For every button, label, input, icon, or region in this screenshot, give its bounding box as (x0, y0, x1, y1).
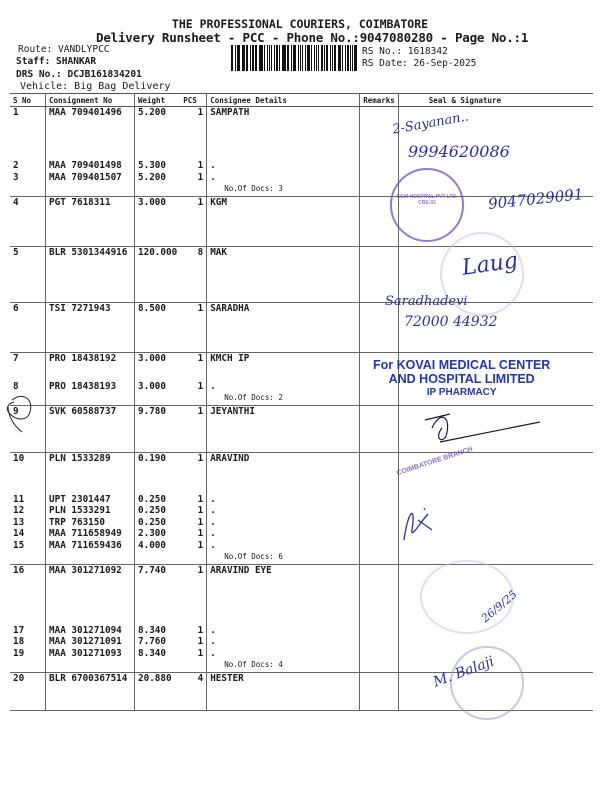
barcode-bar (350, 45, 351, 71)
barcode-bar (300, 45, 301, 71)
barcode-bar (330, 45, 331, 71)
kgm-stamp-text: KGM HOSPITAL PVT LTD. CBE-02 (396, 194, 458, 206)
cell-consignee (207, 453, 360, 565)
cell-consignee (207, 673, 360, 711)
kgm-stamp (390, 168, 464, 242)
barcode-bar (247, 45, 248, 71)
barcode-bar (307, 45, 310, 71)
rs-date: RS Date: 26-Sep-2025 (362, 58, 477, 69)
cell-pcs (180, 353, 207, 406)
cell-remarks (360, 107, 399, 197)
barcode-bar (260, 45, 263, 71)
col-seal-signature: Seal & Signature (398, 94, 593, 107)
signature-row4-phone: 9047029091 (487, 185, 585, 213)
row-sno: 19 (13, 647, 25, 659)
row-pcs: 1 (197, 353, 204, 364)
row-consignment: MAA 301271091 (49, 636, 122, 647)
cell-weight (135, 453, 181, 565)
cell-consignment (46, 453, 135, 565)
cell-consignee (207, 107, 360, 197)
row-consignment: PLN 1533289 (49, 453, 111, 464)
row-consignee: SARADHA (210, 303, 250, 314)
barcode-bar (298, 45, 299, 71)
row-weight: 0.190 (138, 453, 166, 464)
row-consignee: . (210, 516, 216, 528)
docs-count: No.Of Docs: 6 (224, 552, 283, 561)
barcode-bar (305, 45, 307, 71)
row-consignee: SAMPATH (210, 107, 250, 118)
row-consignee: . (210, 636, 216, 647)
barcode-bar (274, 45, 275, 71)
row-pcs: 1 (197, 406, 204, 417)
row-consignment: MAA 711658949 (49, 528, 122, 539)
cell-weight (135, 353, 181, 406)
staff: Staff: SHANKAR (16, 56, 97, 67)
barcode-bar (314, 45, 316, 71)
barcode-bar (324, 45, 325, 71)
barcode-bar (354, 45, 357, 71)
row-pcs: 1 (197, 647, 204, 659)
row-sno: 6 (13, 303, 19, 314)
cell-consignee (207, 197, 360, 247)
vehicle: Vehicle: Big Bag Delivery (20, 81, 171, 92)
cell-weight (135, 197, 181, 247)
cell-weight (135, 565, 181, 673)
cell-consignee (207, 303, 360, 353)
runsheet-table (10, 93, 593, 711)
row-weight: 5.200 (138, 171, 166, 183)
table-row-group (10, 453, 593, 565)
signature-row9 (420, 408, 550, 448)
cell-weight (135, 406, 181, 453)
row-pcs: 1 (197, 539, 204, 551)
row-pcs: 1 (197, 453, 204, 464)
cell-weight (135, 247, 181, 303)
cell-sno (10, 247, 46, 303)
row-weight: 3.000 (138, 380, 166, 392)
row-consignment: BLR 5301344916 (49, 247, 128, 258)
row-weight: 5.200 (138, 107, 166, 118)
cell-consignee (207, 565, 360, 673)
cell-consignment (46, 406, 135, 453)
row-pcs: 1 (197, 493, 204, 505)
row-consignment: PRO 18438192 (49, 353, 117, 364)
barcode-bar (338, 45, 339, 71)
row-consignment: TRP 763150 (49, 516, 105, 528)
signature-row10 (398, 500, 448, 544)
row-weight: 8.340 (138, 647, 166, 659)
row-consignee: JEYANTHI (210, 406, 255, 417)
barcode-bar (291, 45, 292, 71)
row-sno: 4 (13, 197, 19, 208)
docs-count: No.Of Docs: 3 (224, 184, 283, 193)
barcode-bar (283, 45, 286, 71)
col-consignment: Consignment No (46, 94, 135, 107)
row-sno: 11 (13, 493, 25, 505)
row-consignee: MAK (210, 247, 227, 258)
row-pcs: 1 (197, 197, 204, 208)
cell-remarks (360, 565, 399, 673)
row-weight: 8.500 (138, 303, 166, 314)
signature-row16-date: 26/9/25 (478, 587, 520, 626)
barcode-bar (242, 45, 245, 71)
kovai-stamp-line3: IP PHARMACY (426, 387, 497, 398)
row-weight: 0.250 (138, 505, 166, 516)
row-pcs: 1 (197, 528, 204, 539)
barcode-bar (347, 45, 349, 71)
row-pcs: 1 (197, 303, 204, 314)
col-pcs: PCS (180, 94, 207, 107)
col-consignee: Consignee Details (207, 94, 360, 107)
cell-consignee (207, 353, 360, 406)
row-consignee: KGM (210, 197, 227, 208)
row-weight: 9.780 (138, 406, 166, 417)
row-consignee: . (210, 493, 216, 505)
circle-mark-icon (2, 394, 36, 436)
row-consignee: . (210, 171, 216, 183)
cell-sno (10, 565, 46, 673)
row-sno: 1 (13, 107, 19, 118)
cell-weight (135, 673, 181, 711)
row-consignee: . (210, 528, 216, 539)
cell-weight (135, 107, 181, 197)
row-consignment: PGT 7618311 (49, 197, 111, 208)
row-sno: 5 (13, 247, 19, 258)
barcode-bar (246, 45, 247, 71)
docs-count: No.Of Docs: 4 (224, 660, 283, 669)
runsheet-subtitle: Delivery Runsheet - PCC - Phone No.:9047080280 - Page No.:1 (96, 30, 529, 45)
row-sno: 8 (13, 380, 19, 392)
kovai-stamp (373, 358, 551, 398)
row-pcs: 1 (197, 171, 204, 183)
signature-row20: M. Balaji (431, 653, 497, 691)
barcode-bar (264, 45, 265, 71)
row-pcs: 1 (197, 624, 204, 636)
row-consignment: TSI 7271943 (49, 303, 111, 314)
barcode-bar (326, 45, 329, 71)
table-header (10, 94, 593, 107)
drs-no: DRS No.: DCJB161834201 (16, 69, 142, 80)
cell-weight (135, 303, 181, 353)
barcode-bar (231, 45, 233, 71)
barcode-bar (321, 45, 323, 71)
row-pcs: 1 (197, 160, 204, 171)
barcode-bar (318, 45, 319, 71)
cell-consignee (207, 406, 360, 453)
row-consignee: . (210, 505, 216, 516)
barcode-bar (269, 45, 271, 71)
col-weight: Weight (135, 94, 181, 107)
kovai-stamp-line2: AND HOSPITAL LIMITED (388, 372, 535, 386)
row-consignment: PRO 18438193 (49, 380, 117, 392)
barcode-bar (255, 45, 257, 71)
row-sno: 16 (13, 565, 25, 576)
cell-pcs (180, 303, 207, 353)
cell-remarks (360, 453, 399, 565)
barcode-bar (311, 45, 312, 71)
barcode-bar (339, 45, 341, 71)
route: Route: VANDLYPCC (18, 44, 110, 55)
signature-row1-phone: 9994620086 (408, 142, 510, 161)
row-weight: 0.250 (138, 516, 166, 528)
row-consignment: MAA 301271092 (49, 565, 122, 576)
row-sno: 2 (13, 160, 19, 171)
row-weight: 0.250 (138, 493, 166, 505)
barcode-bar (235, 45, 236, 71)
row-consignment: MAA 709401498 (49, 160, 122, 171)
barcode-bar (252, 45, 254, 71)
signature-row6-name: Saradhadevi (385, 294, 468, 309)
row-consignee: HESTER (210, 673, 244, 684)
barcode-bar (302, 45, 303, 71)
row-consignment: MAA 709401496 (49, 107, 122, 118)
row-consignee: . (210, 647, 216, 659)
barcode-bar (342, 45, 343, 71)
cell-pcs (180, 197, 207, 247)
row-consignment: UPT 2301447 (49, 493, 111, 505)
signature-row5: Laug (460, 248, 520, 281)
barcode-bar (294, 45, 296, 71)
row-sno: 14 (13, 528, 25, 539)
row-sno: 20 (13, 673, 25, 684)
row-weight: 5.300 (138, 160, 166, 171)
row-consignee: . (210, 624, 216, 636)
row-consignment: SVK 60588737 (49, 406, 117, 417)
cell-pcs (180, 406, 207, 453)
kovai-stamp-line1: For KOVAI MEDICAL CENTER (373, 358, 551, 372)
cell-pcs (180, 565, 207, 673)
table-row-group (10, 303, 593, 353)
cell-sno (10, 197, 46, 247)
row-sno: 10 (13, 453, 25, 464)
barcode-bar (279, 45, 280, 71)
col-sno: S No (10, 94, 46, 107)
row-pcs: 1 (197, 636, 204, 647)
cell-pcs (180, 107, 207, 197)
row-consignment: MAA 711659436 (49, 539, 122, 551)
cell-pcs (180, 673, 207, 711)
barcode-bar (332, 45, 333, 71)
row-pcs: 8 (197, 247, 204, 258)
cell-sno (10, 303, 46, 353)
cell-sno (10, 453, 46, 565)
row-weight: 3.000 (138, 197, 166, 208)
aravind-stamp: COIMBATORE BRANCH (395, 445, 474, 478)
row-weight: 3.000 (138, 353, 166, 364)
barcode-bar (282, 45, 283, 71)
row-sno: 7 (13, 353, 19, 364)
row-consignment: PLN 1533291 (49, 505, 111, 516)
barcode-bar (271, 45, 272, 71)
row-consignment: MAA 301271094 (49, 624, 122, 636)
row-consignee: ARAVIND EYE (210, 565, 272, 576)
row-sno: 13 (13, 516, 25, 528)
row-pcs: 1 (197, 516, 204, 528)
barcode-bar (238, 45, 240, 71)
cell-consignment (46, 353, 135, 406)
barcode-bar (259, 45, 260, 71)
row-weight: 20.880 (138, 673, 172, 684)
row-sno: 17 (13, 624, 25, 636)
row-weight: 7.760 (138, 636, 166, 647)
barcode-bar (267, 45, 268, 71)
row-weight: 120.000 (138, 247, 178, 258)
row-sno: 3 (13, 171, 19, 183)
cell-consignment (46, 673, 135, 711)
row-weight: 7.740 (138, 565, 166, 576)
company-title: THE PROFESSIONAL COURIERS, COIMBATORE (171, 17, 429, 31)
row-consignee: . (210, 380, 216, 392)
signature-row6-phone: 72000 44932 (404, 314, 498, 330)
cell-remarks (360, 673, 399, 711)
row-pcs: 1 (197, 505, 204, 516)
row-pcs: 4 (197, 673, 204, 684)
barcode-bar (352, 45, 353, 71)
cell-consignment (46, 247, 135, 303)
row-consignee: . (210, 160, 216, 171)
row-consignee: KMCH IP (210, 353, 250, 364)
docs-count: No.Of Docs: 2 (224, 393, 283, 402)
row-consignment: MAA 709401507 (49, 171, 122, 183)
cell-sno (10, 107, 46, 197)
cell-consignee (207, 247, 360, 303)
barcode-bar (250, 45, 251, 71)
row-consignee: . (210, 539, 216, 551)
barcode (231, 45, 358, 71)
row-weight: 2.300 (138, 528, 166, 539)
cell-consignment (46, 107, 135, 197)
barcode-bar (334, 45, 336, 71)
row-pcs: 1 (197, 565, 204, 576)
cell-remarks (360, 406, 399, 453)
row-weight: 4.000 (138, 539, 166, 551)
row-sno: 9 (13, 406, 19, 417)
col-remarks: Remarks (360, 94, 399, 107)
row-pcs: 1 (197, 107, 204, 118)
cell-consignment (46, 197, 135, 247)
row-consignment: BLR 6700367514 (49, 673, 128, 684)
barcode-bar (237, 45, 238, 71)
rs-no: RS No.: 1618342 (362, 46, 448, 57)
row-pcs: 1 (197, 380, 204, 392)
barcode-bar (276, 45, 278, 71)
row-consignment: MAA 301271093 (49, 647, 122, 659)
signature-row1-name: 2-Sayanan.. (391, 109, 470, 138)
row-weight: 8.340 (138, 624, 166, 636)
row-sno: 12 (13, 505, 25, 516)
cell-consignment (46, 303, 135, 353)
cell-pcs (180, 453, 207, 565)
cell-sno (10, 673, 46, 711)
barcode-bar (316, 45, 317, 71)
row-consignee: ARAVIND (210, 453, 250, 464)
row-sno: 18 (13, 636, 25, 647)
barcode-bar (287, 45, 289, 71)
cell-remarks (360, 303, 399, 353)
cell-consignment (46, 565, 135, 673)
row-sno: 15 (13, 539, 25, 551)
barcode-bar (293, 45, 294, 71)
barcode-bar (345, 45, 346, 71)
cell-pcs (180, 247, 207, 303)
